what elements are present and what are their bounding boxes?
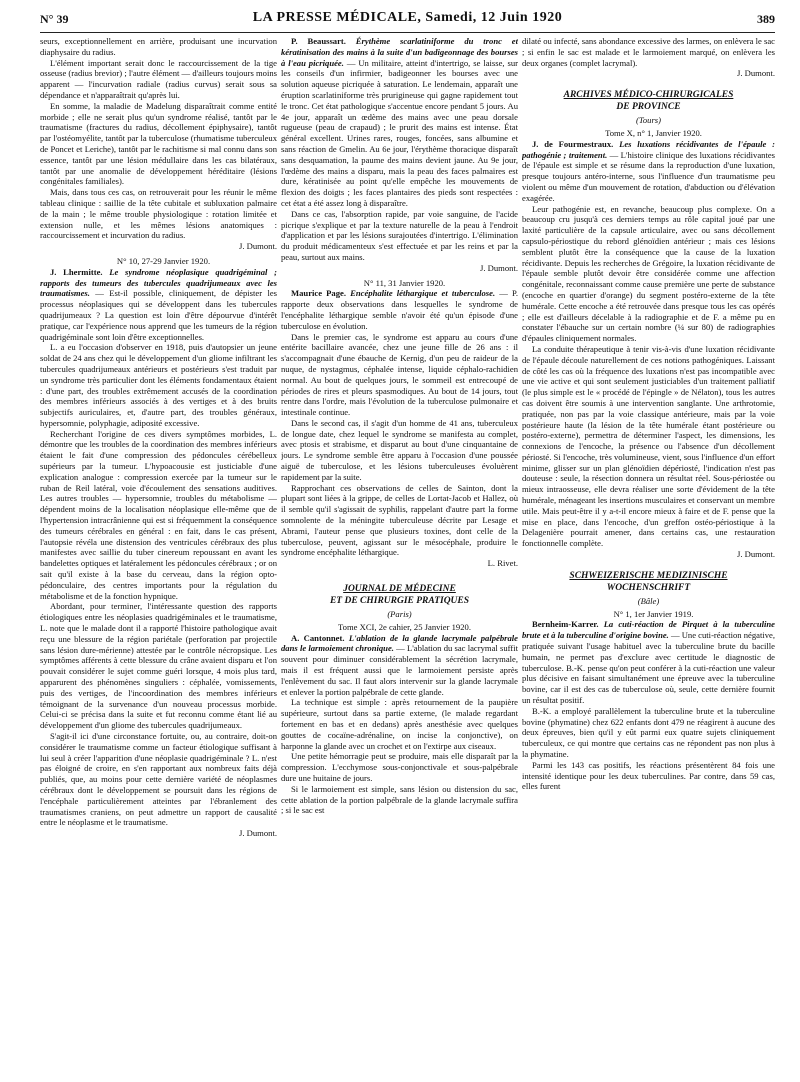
paragraph: En somme, la maladie de Madelung disparaîtrait comme entité morbide ; elle ne serait plus qu'un syndrome réalisé, tantôt par le traumatisme (fractures du radius, décollement épiphysaire), tantôt par l'ostéomyélite, tantôt par la tuberculose (rhumatisme tuberculeux de Poncet et Leriche), tantôt par le rachitisme si mal connu dans son essence, tantôt par une lésion médullaire dans les cas bilatéraux, tantôt par une anomalie de développement héréditaire (lésions congénitales familiales). bbox=[40, 100, 277, 187]
section-city: (Tours) bbox=[636, 115, 661, 126]
article-title: Érythème scarlatiniforme du tronc et kératinisation des mains à la suite d'un badigeonnage des bourses à l'eau picriquée. bbox=[281, 36, 518, 68]
signature: L. Rivet. bbox=[487, 558, 518, 569]
signature: J. Dumont. bbox=[737, 549, 775, 560]
column-1 bbox=[40, 36, 277, 1076]
issue-heading: Tome XCI, 2e cahier, 25 Janvier 1920. bbox=[338, 621, 471, 632]
article-author: J. de Fourmestraux. bbox=[532, 138, 614, 149]
page-header bbox=[40, 8, 775, 30]
article-author: A. Cantonnet. bbox=[291, 632, 345, 643]
section-city: (Paris) bbox=[387, 609, 412, 620]
paragraph-text: — Est-il possible, cliniquement, de dépister les processus néoplasiques qui se développent dans les tubercules quadrijumeaux ? La question est loin d'être dépourvue d'intérêt pratique, car l'expérience nous apprend que les tumeurs de la région quadrigéminale sont loin d'être exceptionnelles. bbox=[40, 288, 277, 342]
page-number: 389 bbox=[757, 12, 775, 26]
section-heading: ARCHIVES MÉDICO-CHIRURGICALES bbox=[563, 90, 734, 101]
paragraph: La technique est simple : après retournement de la paupière supérieure, surtout dans sa partie externe, (le malade regardant fortement en bas et en dedans) après anesthésie avec quelques gouttes de cocaïne-adrénaline, on incise la conjonctive), on harponne la glande avec un crochet et on l'extirpe aux ciseaux. bbox=[281, 697, 518, 751]
article-abstract bbox=[522, 619, 775, 705]
paragraph: Leur pathogénie est, en revanche, beaucoup plus complexe. On a beaucoup cru jusqu'à ces derniers temps au rôle capital joué par une laxité particulière de la capsule articulaire, avec ou sans décollement capsulo-périostique du rebord glénoïdien antérieur ; mais ces lésions semblent plutôt être la conséquence que la cause de la luxation récidivante. Depuis les recherches de Grégoire, la luxation récidivante de l'épaule semble plutôt devoir être considérée comme une affection congénitale, reconnaissant comme cause première une perte de substance (encoche en quartier d'orange) du segment postéro-externe de la tête humérale. Cette encoche a été retrouvée dans presque tous les cas opérés ; elle est d'ailleurs décelable à la radiographie et de F. a même pu en constater l'ébauche sur un certain nombre (¼ sur 80) de radiographies d'épaules cliniquement normales. bbox=[522, 203, 775, 344]
journal-name: LA PRESSE MÉDICALE, bbox=[252, 10, 422, 25]
article-author: P. Beaussart. bbox=[291, 36, 346, 46]
section-city: (Bâle) bbox=[637, 595, 660, 606]
paragraph: Recherchant l'origine de ces divers symptômes morbides, L. démontre que les troubles de la coordination des membres inférieurs étaient le fait d'une compression des pédoncules cérébelleux supérieurs par la tumeur. L'hypoacousie est justiciable d'une explication analogue : compression exercée par la tumeur sur le ruban de Reil latéral, voie d'écoulement des sensations auditives. Les autres troubles — hypersomnie, troubles du métabolisme — dépendent moins de la localisation néoplasique elle-même que de l'hypertension intracrânienne qui est si fréquemment la conséquence des tumeurs cérébrales en général : en fait, dans le cas présent, l'autopsie révéla une distension des ventricules cérébraux des plus manifestes avec saillie du tuber cinereum repoussant en avant les bandelettes optiques et latéralement les pédoncules cérébraux ; or on sait qu'il existe à la base du cerveau, dans la région opto-pédonculaire, des centres importants pour la régulation du métabolisme et de la fonction hypnique. bbox=[40, 428, 277, 601]
issue-heading: N° 1, 1er Janvier 1919. bbox=[613, 608, 694, 619]
paragraph-text: — P. rapporte deux observations dans lesquelles le syndrome de l'encéphalite léthargique semble n'avoir été qu'un épisode d'une tuberculose en évolution. bbox=[281, 288, 518, 331]
column-2 bbox=[281, 36, 518, 1076]
paragraph: B.-K. a employé parallèlement la tuberculine brute et la tuberculine bovine (phymatine) chez 622 enfants dont 479 ne réagirent à aucune des deux épreuves, bien qu'il y eût parmi eux quatre sujets cliniquement tuberculeux, ce qui montre que certains cas ne répondent pas non plus à la phymatine. bbox=[522, 705, 775, 760]
issue-heading: N° 11, 31 Janvier 1920. bbox=[363, 277, 446, 288]
signature: J. Dumont. bbox=[239, 828, 277, 839]
paragraph: La conduite thérapeutique à tenir vis-à-vis d'une luxation récidivante de l'épaule découle naturellement de ces notions pathogéniques. Laissant de côté les cas où la fréquence des luxations n'est pas incompatible avec une vie active et qui sont seulement justiciables d'un traitement palliatif (le plus simple est le « procédé de l'épingle » de Nélaton), tous les autres cas doivent être soumis à une intervention sanglante. Une arthrotomie, pratiquée, non pas par la voie classique antérieure, mais par la voie postérieure haute (la lésion de la tête humérale étant postérieure ou postéro-externe), permettra de déterminer l'aspect, les dimensions, les connexions de l'encoche, la présence ou l'absence d'un décollement périosté. Si l'encoche, très volumineuse, vient, sous l'influence d'un effort minime, glisser sur un plan glénoïdien dépériosté, l'indication n'est pas douteuse : seule, la résection donnera un résultat réel. Sous-périostée ou mieux intraosseuse, elle devra réaliser une sorte d'évidement de la tête humérale, ménageant les insertions musculaires et conservant un membre utile. Mais peut-être il y a-t-il encore mieux à faire et de F. pense que la mise en place, dans l'encoche, d'un greffon ostéo-périostique à la Delagenière pourrait amener, dans certains cas, une restauration fonctionnelle complète. bbox=[522, 343, 775, 549]
section-heading-line-2: ET DE CHIRURGIE PRATIQUES bbox=[329, 596, 470, 607]
paragraph: Parmi les 143 cas positifs, les réactions présentèrent 84 fois une intensité identique pour les deux tuberculines. Par contre, dans 59 cas, elles furent bbox=[522, 759, 775, 792]
paragraph: Si le larmoiement est simple, sans lésion ou distension du sac, cette ablation de la portion palpébrale de la glande lacrymale suffira ; si le sac est bbox=[281, 783, 518, 816]
paragraph-text: — Un militaire, atteint d'intertrigo, se laisse, sur les conseils d'un infirmier, badigeonner les bourses avec une solution aqueuse picriquée à saturation. Le lendemain, apparaît une éruption scarlatiniforme très prurigineuse qui gagne rapidement tout le tronc. Cet état pathologique s'accentue encore pendant 5 jours. Au 4e jour, apparaît un œdème des mains avec une peau dorsale rugueuse (peau de crapaud) ; le prurit des mains est intense. État général excellent. Urines rares, rouges, foncées, sans albumine et sans réaction de Gmelin. Au 6e jour, l'érythème thoracique disparaît sans desquamation, la paume des mains devient jaune. Au 9e jour, l'œdème des mains a disparu, mais la peau des faces palmaires est dure, kératinisée au point qu'elle empêche les mouvements de flexion des doigts ; les faces plantaires des pieds sont respectées : cet état a été assez long à disparaître. bbox=[281, 57, 518, 208]
issue-heading: N° 10, 27-29 Janvier 1920. bbox=[116, 255, 211, 266]
paragraph: Rapprochant ces observations de celles de Sainton, dont la plupart sont liées à la grippe, de celles de Lortat-Jacob et Hallez, où il semble qu'il s'agissait de syphilis, rappelant d'autre part la forme somnolente de la méningite tuberculeuse décrite par Lesage et Abrami, l'auteur pense que plusieurs toxines, dont celle de la tuberculose, peuvent, agissant sur le mésocéphale, produire le syndrome encéphalite léthargique. bbox=[281, 482, 518, 558]
header-rule bbox=[40, 32, 775, 33]
article-title: L'ablation de la glande lacrymale palpébrale dans le larmoiement chronique. bbox=[281, 632, 518, 654]
article-title: Le syndrome néoplasique quadrigéminal ; rapports des tumeurs des tubercules quadrijumeaux avec les traumatismes. bbox=[40, 266, 277, 299]
issue-heading: Tome X, n° 1, Janvier 1920. bbox=[605, 127, 702, 138]
section-heading-line-2: DE PROVINCE bbox=[616, 102, 681, 113]
paragraph: Une petite hémorragie peut se produire, mais elle disparaît par la compression. L'ecchymose sous-conjonctivale et sous-palpébrale dure une huitaine de jours. bbox=[281, 751, 518, 783]
article-author: J. Lhermitte. bbox=[50, 266, 103, 277]
issue-date: Samedi, 12 Juin 1920 bbox=[425, 10, 563, 25]
paragraph: L'élément important serait donc le raccourcissement de la tige osseuse (radius brevior) ; l'autre élément — d'ailleurs toujours moins apparent — l'incurvation radiale (radius curvus) serait sous sa dépendance et n'apparaîtrait qu'après lui. bbox=[40, 57, 277, 100]
paragraph: Dans le premier cas, le syndrome est apparu au cours d'une entérite bacillaire avancée, chez une jeune fille de 26 ans : il s'accompagnait d'une ébauche de Kernig, d'un peu de raideur de la nuque, de nystagmus, céphalée intense, liquide céphalo-rachidien normal. Au bout de quelques jours, le sommeil est entrecoupé de périodes de rires et pleurs spasmodiques. Au bout de 14 jours, tout rentre dans l'ordre, mais l'évolution de la tuberculose pulmonaire et intestinale continue. bbox=[281, 331, 518, 418]
paragraph: dilaté ou infecté, sans abondance excessive des larmes, on enlèvera le sac ; si enfin le sac est malade et le larmoiement marqué, on enlèvera les deux organes (complet lacrymal). bbox=[522, 36, 775, 68]
section-heading-line-2: WOCHENSCHRIFT bbox=[606, 582, 691, 593]
article-abstract bbox=[281, 36, 518, 209]
section-heading: SCHWEIZERISCHE MEDIZINISCHE bbox=[569, 570, 728, 581]
signature: J. Dumont. bbox=[239, 241, 277, 252]
article-title: Les luxations récidivantes de l'épaule : pathogénie ; traitement. bbox=[522, 138, 775, 160]
paragraph: Dans ce cas, l'absorption rapide, par voie sanguine, de l'acide picrique s'explique et par la texture naturelle de la peau à l'endroit d'application et par les lésions surajoutées d'intertrigo. L'élimination du produit médicamenteux s'est effectuée et par les reins et par la peau, surtout aux mains. bbox=[281, 208, 518, 262]
signature: J. Dumont. bbox=[737, 68, 775, 79]
issue-number: N° 39 bbox=[40, 12, 69, 26]
article-abstract bbox=[281, 633, 518, 698]
article-author: Maurice Page. bbox=[291, 288, 346, 299]
paragraph: Dans le second cas, il s'agit d'un homme de 41 ans, tuberculeux de longue date, chez lequel le syndrome se manifesta au complet, avec ptosis et strabisme, et disparut au bout d'une cinquantaine de jours. Le syndrome semble être apparu à l'occasion d'une poussée aiguë de tuberculose, et les lésions tuberculeuses évoluèrent rapidement par la suite. bbox=[281, 417, 518, 482]
paragraph: Abordant, pour terminer, l'intéressante question des rapports étiologiques entre les néoplasies quadrigéminales et le traumatisme, L. note que le malade dont il a rapporté l'histoire pathologique avait reçu une blessure de la région pariétale (perforation par projectile sans lésion dure-mérienne) attestée par le contrôle nécropsique. Les symptômes afférents à cette blessure du crâne avaient disparu et l'on pouvait considérer le sujet comme guéri lorsque, 4 mois plus tard, apparurent des phénomènes singuliers : céphalée, vomissements, puis des vertiges, de l'incoordination des membres inférieurs témoignant de la survenance d'un nouveau processus morbide. Celui-ci se précisa dans la suite et fut reconnu comme étant lié au développement d'un gliome des tubercules quadrijumeaux. bbox=[40, 601, 277, 731]
article-abstract bbox=[40, 267, 277, 343]
article-author: Bernheim-Karrer. bbox=[532, 619, 599, 630]
paragraph-text: — L'ablation du sac lacrymal suffit souvent pour diminuer considérablement la sécrétion lacrymale, mais il est fréquent aussi que le larmoiement persiste après l'enlèvement du sac. Il faut alors intervenir sur la glande lacrymale et enlever la portion palpébrale de cette glande. bbox=[281, 643, 518, 697]
column-3 bbox=[522, 36, 775, 1076]
paragraph: S'agit-il ici d'une circonstance fortuite, ou, au contraire, doit-on considérer le traumatisme comme un facteur étiologique suffisant à lui seul à créer l'apparition d'une néoplasie quadrigéminale ? L. n'est pas éloigné de croire, en s'en rapportant aux nombreux faits déjà publiés, que, au moins pour cette dernière variété de néoplasmes cérébraux dont le développement se poursuit dans les régions de l'encéphale particulièrement atteintes par l'ébranlement des traumatismes craniens, on peut admettre un rapport de causalité entre le néoplasme et le traumatisme. bbox=[40, 731, 277, 828]
section-heading: JOURNAL DE MÉDECINE bbox=[343, 584, 456, 595]
paragraph: Mais, dans tous ces cas, on retrouverait pour les réunir le même tableau clinique : saillie de la tête cubitale et subluxation palmaire de la main ; le même trouble physiologique : rotation limitée et extension nulle, et les mêmes lésions anatomiques : raccourcissement et incurvation du radius. bbox=[40, 187, 277, 241]
article-abstract bbox=[281, 288, 518, 331]
paragraph-text: — L'histoire clinique des luxations récidivantes de l'épaule est simple et se résume dans la reproduction d'une luxation, presque toujours antéro-interne, sous l'influence d'un traumatisme peu violent ou même d'un mouvement de rotation, d'abduction ou d'élévation exagérée. bbox=[522, 149, 775, 203]
running-title bbox=[40, 10, 775, 26]
paragraph: L. a eu l'occasion d'observer en 1918, puis d'autopsier un jeune soldat de 24 ans chez qui le développement d'un gliome infiltrant les tubercules quadrijumeaux antérieurs et postérieurs s'est traduit par un syndrome très particulier dont les éléments fondamentaux étaient : d'une part, des troubles extrêmement accusés de la coordination des membres inférieurs associés à des vertiges et à des bruits subjectifs auriculaires, et, d'autre part, des troubles généraux, hypersomnie, polyphagie, adiposité excessive. bbox=[40, 342, 277, 428]
paragraph: seurs, exceptionnellement en arrière, produisant une incurvation diaphysaire du radius. bbox=[40, 36, 277, 57]
article-title: La cuti-réaction de Pirquet à la tuberculine brute et à la tuberculine d'origine bovine. bbox=[522, 619, 775, 641]
signature: J. Dumont. bbox=[480, 262, 518, 273]
paragraph-text: — Une cuti-réaction négative, pratiquée suivant l'usage habituel avec la tuberculine brute du bacille humain, ne permet pas d'exclure avec certitude le diagnostic de tuberculose. B.-K. pense qu'on peut conférer à la cuti-réaction une valeur plus décisive en faisant simultanément une épreuve avec la tuberculine bovine, car il est des cas de tuberculose où, seule, cette dernière fournit un résultat positif. bbox=[522, 630, 775, 706]
article-title: Encéphalite léthargique et tuberculose. bbox=[350, 288, 496, 299]
article-abstract bbox=[522, 139, 775, 204]
